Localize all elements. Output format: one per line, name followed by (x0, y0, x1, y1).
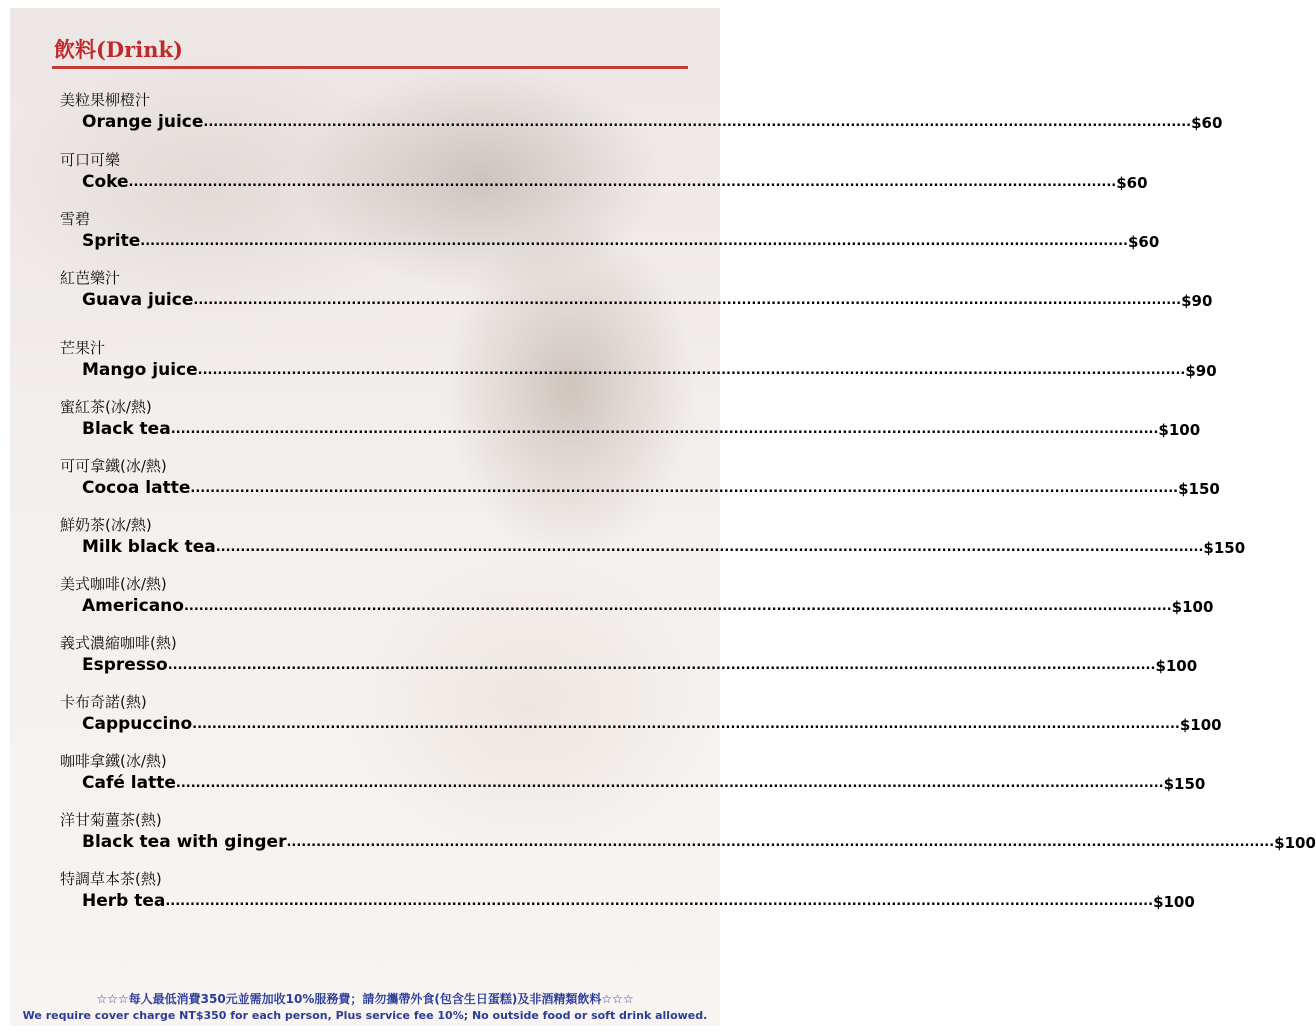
menu-item (60, 90, 1223, 138)
item-price: $60 (1127, 233, 1160, 251)
item-price: $100 (1158, 421, 1201, 439)
item-detail-row (82, 231, 1160, 251)
menu-item (60, 338, 1217, 386)
item-detail-row (82, 112, 1223, 132)
menu-item (60, 633, 1198, 681)
menu-page (10, 8, 1316, 1026)
footer-chinese: ☆☆☆每人最低消費350元並需加收10%服務費；請勿攜帶外食(包含生日蛋糕)及非酒精類飲料☆☆☆ (96, 992, 634, 1006)
dot-leader: ........................................................................................................................................................................................................ (197, 363, 1186, 378)
item-chinese-name: 卡布奇諾(熱) (60, 693, 147, 711)
item-english-name: Café latte (82, 773, 176, 793)
dot-leader: ........................................................................................................................................................................................................ (215, 540, 1204, 555)
item-english-name: Herb tea (82, 891, 166, 911)
title-divider (52, 66, 688, 69)
menu-item (60, 574, 1214, 622)
dot-leader: ........................................................................................................................................................................................................ (175, 776, 1164, 791)
item-english-name: Sprite (82, 231, 141, 251)
menu-item (60, 810, 1316, 858)
item-english-name: Milk black tea (82, 537, 216, 557)
dot-leader: ........................................................................................................................................................................................................ (286, 835, 1275, 850)
item-detail-row (82, 290, 1213, 310)
item-english-name: Black tea (82, 419, 171, 439)
dot-leader: ........................................................................................................................................................................................................ (193, 293, 1182, 308)
menu-item (60, 515, 1246, 563)
menu-item (60, 397, 1201, 445)
dot-leader: ........................................................................................................................................................................................................ (140, 234, 1128, 249)
item-detail-row (82, 714, 1222, 734)
item-chinese-name: 義式濃縮咖啡(熱) (60, 634, 177, 652)
menu-item (60, 692, 1222, 740)
item-price: $90 (1185, 362, 1217, 380)
item-price: $100 (1179, 716, 1222, 734)
item-chinese-name: 美粒果柳橙汁 (60, 91, 151, 109)
item-chinese-name: 芒果汁 (60, 339, 106, 357)
item-english-name: Cappuccino (82, 714, 193, 734)
menu-item (60, 209, 1160, 257)
item-english-name: Mango juice (82, 360, 198, 380)
dot-leader: ........................................................................................................................................................................................................ (183, 599, 1172, 614)
item-english-name: Orange juice (82, 112, 204, 132)
dot-leader: ........................................................................................................................................................................................................ (203, 115, 1192, 130)
item-chinese-name: 可可拿鐵(冰/熱) (60, 457, 167, 475)
item-chinese-name: 特調草本茶(熱) (60, 870, 162, 888)
item-price: $100 (1155, 657, 1198, 675)
item-detail-row (82, 891, 1195, 911)
item-english-name: Cocoa latte (82, 478, 191, 498)
item-chinese-name: 可口可樂 (60, 151, 121, 169)
menu-item (60, 869, 1195, 917)
item-price: $100 (1171, 598, 1214, 616)
item-detail-row (82, 655, 1198, 675)
item-chinese-name: 紅芭樂汁 (60, 269, 121, 287)
dot-leader: ........................................................................................................................................................................................................ (128, 175, 1117, 190)
menu-item (60, 150, 1148, 198)
item-price: $100 (1153, 893, 1195, 911)
item-price: $150 (1163, 775, 1206, 793)
item-detail-row (82, 773, 1206, 793)
item-price: $150 (1178, 480, 1220, 498)
item-price: $60 (1191, 114, 1223, 132)
menu-item (60, 751, 1206, 799)
item-detail-row (82, 537, 1246, 557)
item-detail-row (82, 832, 1316, 852)
dot-leader: ........................................................................................................................................................................................................ (192, 717, 1180, 732)
item-english-name: Espresso (82, 655, 168, 675)
item-chinese-name: 咖啡拿鐵(冰/熱) (60, 752, 167, 770)
item-detail-row (82, 360, 1217, 380)
item-english-name: Guava juice (82, 290, 194, 310)
menu-item (60, 456, 1220, 504)
item-english-name: Black tea with ginger (82, 832, 287, 852)
item-price: $90 (1181, 292, 1213, 310)
item-detail-row (82, 478, 1220, 498)
item-english-name: Coke (82, 172, 129, 192)
item-detail-row (82, 596, 1214, 616)
item-price: $60 (1116, 174, 1148, 192)
dot-leader: ........................................................................................................................................................................................................ (167, 658, 1156, 673)
footer-note (10, 990, 720, 1022)
item-chinese-name: 鮮奶茶(冰/熱) (60, 516, 152, 534)
menu-title: 飲料(Drink) (54, 37, 183, 62)
dot-leader: ........................................................................................................................................................................................................ (190, 481, 1179, 496)
item-detail-row (82, 419, 1201, 439)
item-price: $100 (1274, 834, 1316, 852)
menu-item (60, 268, 1213, 316)
dot-leader: ........................................................................................................................................................................................................ (170, 422, 1159, 437)
item-english-name: Americano (82, 596, 184, 616)
item-chinese-name: 蜜紅茶(冰/熱) (60, 398, 152, 416)
footer-english: We require cover charge NT$350 for each person, Plus service fee 10%; No outside food or soft drink allowed. (22, 1009, 708, 1022)
item-chinese-name: 美式咖啡(冰/熱) (60, 575, 167, 593)
item-price: $150 (1203, 539, 1246, 557)
dot-leader: ........................................................................................................................................................................................................ (165, 894, 1154, 909)
item-detail-row (82, 172, 1148, 192)
item-chinese-name: 雪碧 (60, 210, 91, 228)
item-chinese-name: 洋甘菊薑茶(熱) (60, 811, 162, 829)
